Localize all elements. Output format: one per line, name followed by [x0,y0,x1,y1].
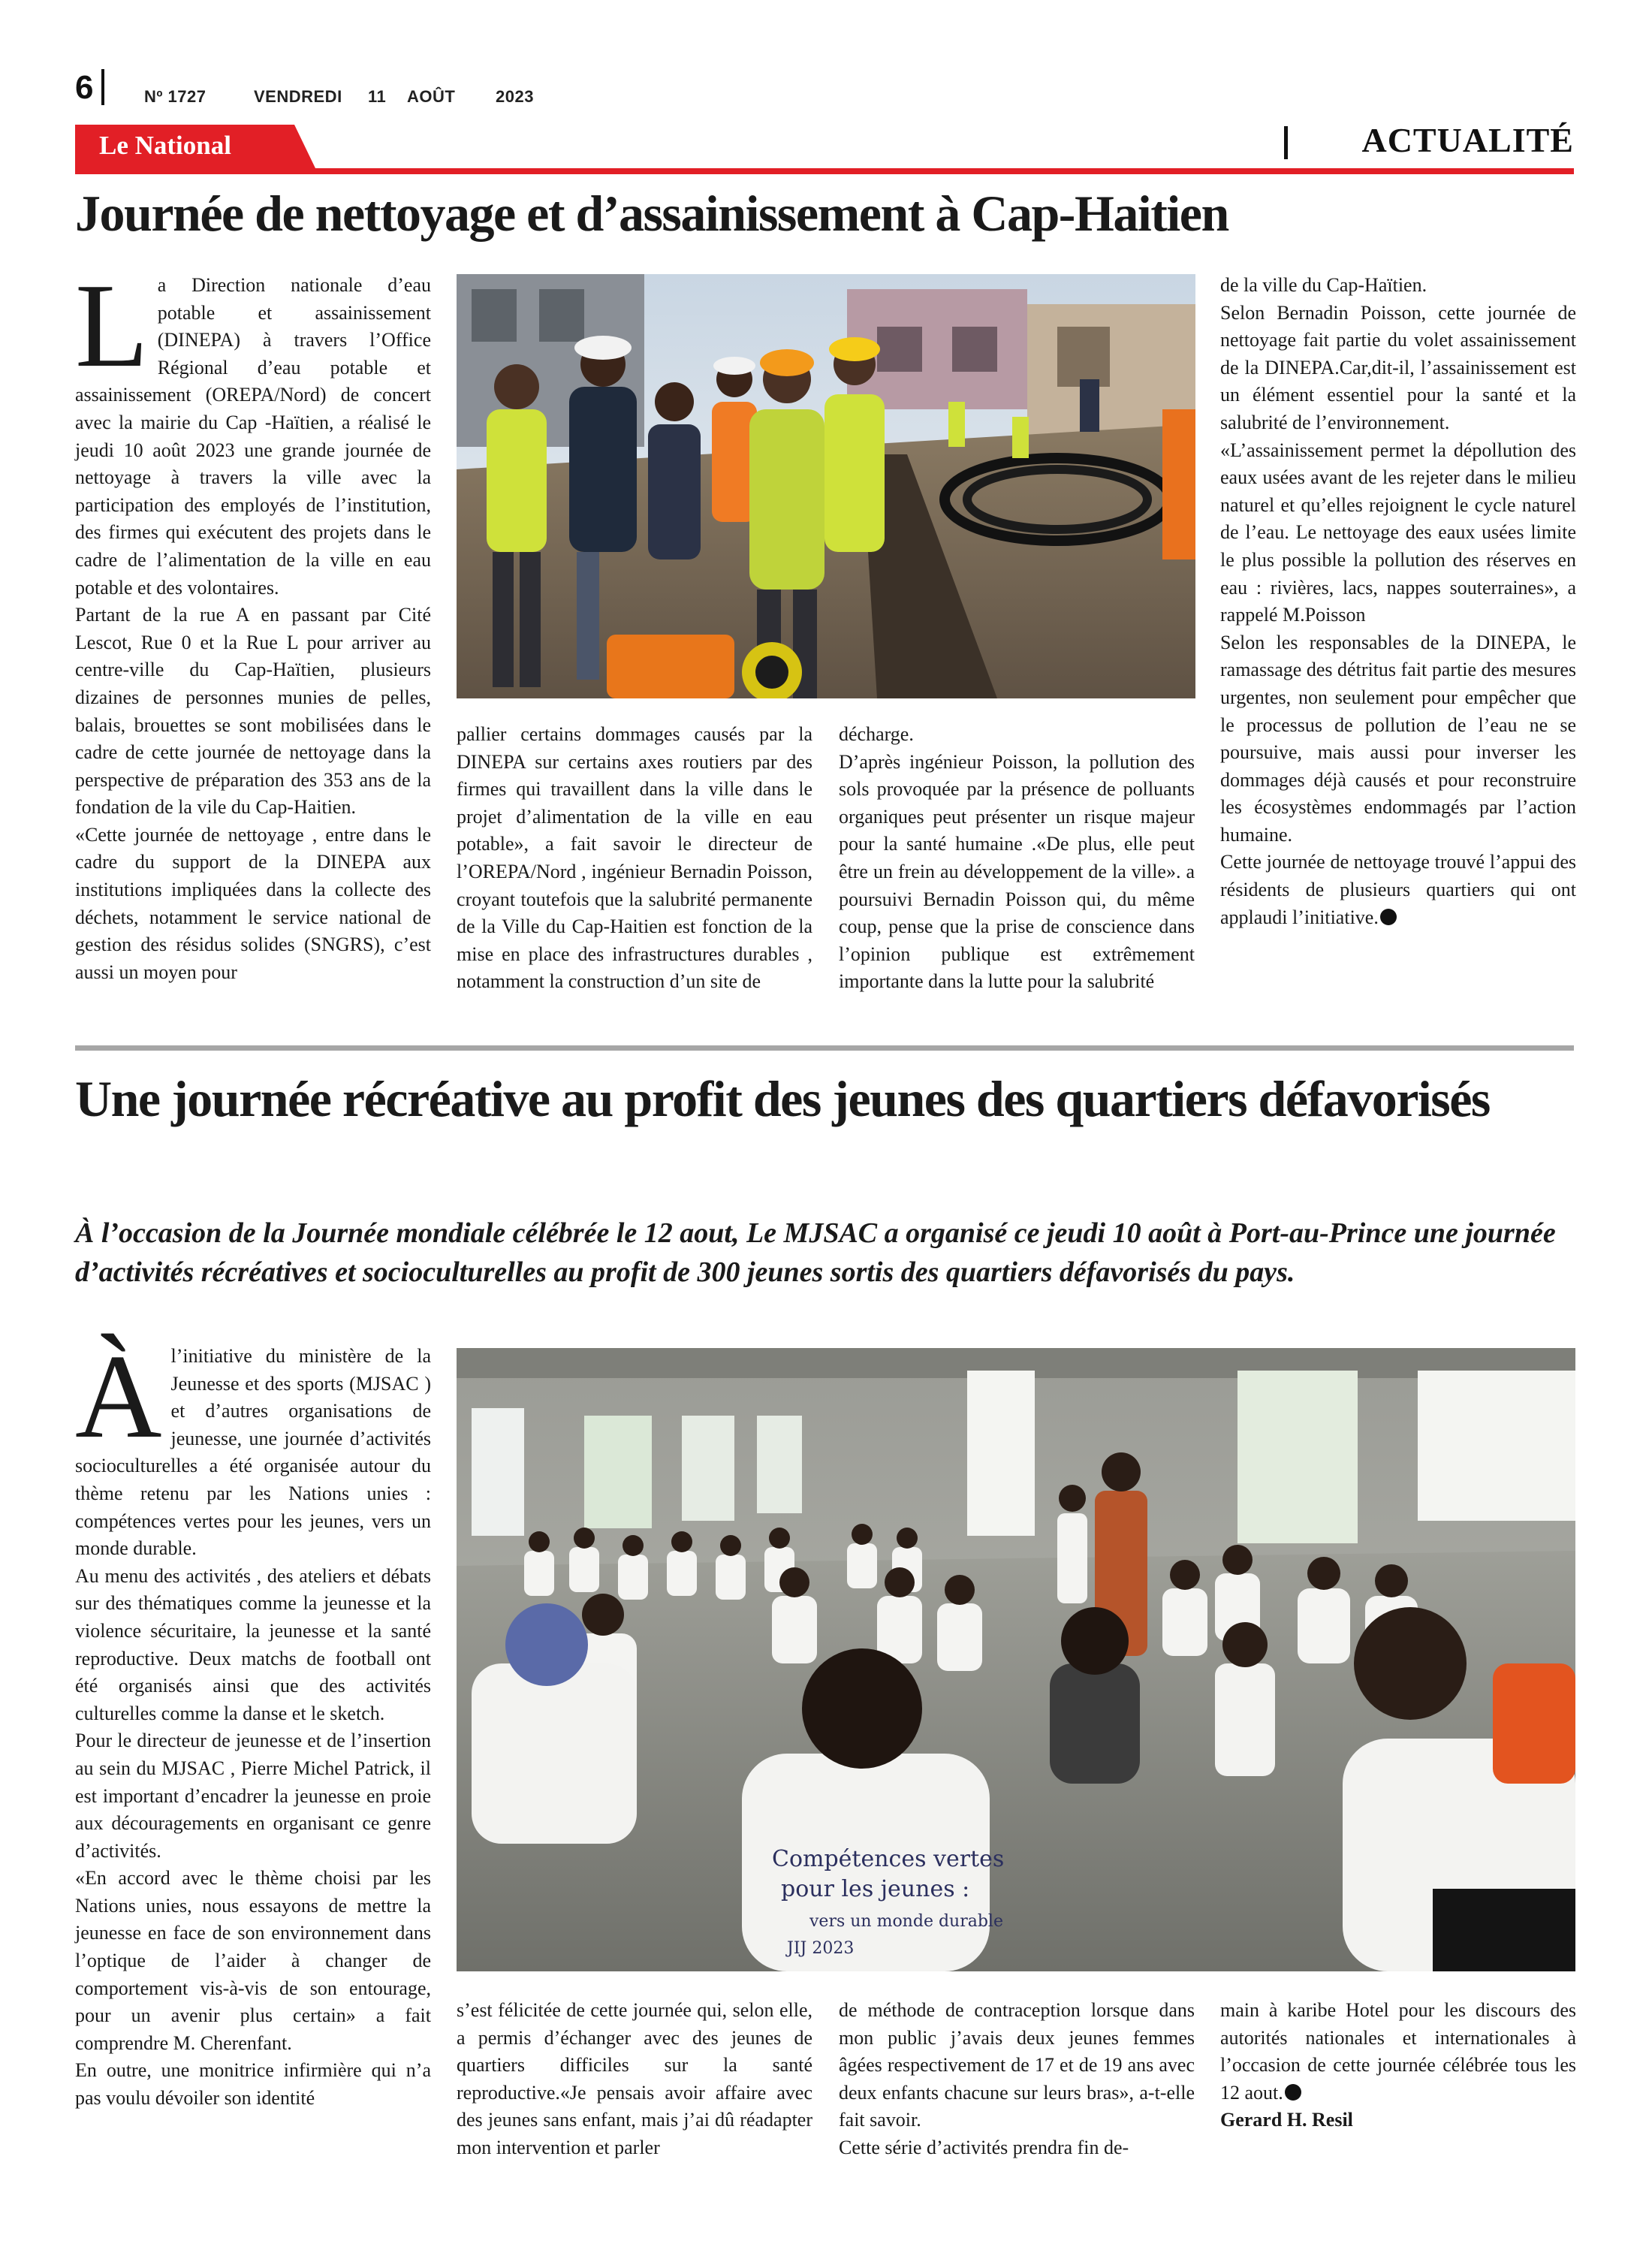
article2-paragraph: «En accord avec le thème choisi par les Nations unies, nous essayons de mettre la jeunesse en face de son environnement dans l’optique de l’aider à changer de comportement vis-à-vis de son entourage, pour un avenir plus certain» a fait comprendre M. Cherenfant. [75,1867,431,2054]
article2-paragraph: En outre, une monitrice infirmière qui n’a pas voulu dévoiler son identité [75,2059,431,2110]
issue-number: Nº 1727 [144,87,206,106]
issue-weekday: VENDREDI [254,87,342,106]
article1-paragraph: «L’assainissement permet la dépollution des eaux usées avant de les rejeter dans le milieu naturel et qu’elles rejoignent le cycle naturel de l’eau. Le nettoyage des eaux usées limite le plus possible la pollution des réserves en eau : rivières, lacs, nappes souterraines», a rappelé M.Poisson [1220,439,1576,626]
article1-closing-text: Cette journée de nettoyage trouvé l’appui des résidents de plusieurs quartiers qui ont applaudi l’initiative. [1220,851,1576,928]
article1-paragraph [1220,849,1576,931]
article2-column-4 [1220,1997,1576,2134]
author-signature: Gerard H. Resil [1220,2109,1353,2131]
article1-paragraph: Selon les responsables de la DINEPA, le ramassage des détritus fait partie des mesures urgentes, non seulement pour empêcher que le processus de pollution de l’eau ne se poursuive, mais aussi pour inverser les dommages déjà causés et pour reconstruire les écosystèmes endommagés par l’action humaine. [1220,631,1576,846]
article1-paragraph: décharge. [839,723,914,745]
article1-paragraph: de la ville du Cap-Haïtien. [1220,274,1427,296]
article2-paragraph: Cette série d’activités prendra fin de- [839,2136,1129,2158]
article2-deck: À l’occasion de la Journée mondiale célébrée le 12 aout, Le MJSAC a organisé ce jeudi 10 août à Port-au-Prince une journée d’activités récréatives et socioculturelles au profit de 300 jeunes sortis des quartiers défavorisés du pays. [75,1217,1556,1288]
tshirt-text: JIJ 2023 [787,1939,855,1958]
article2-column-3 [839,1997,1195,2162]
article1-paragraph: D’après ingénieur Poisson, la pollution des sols provoquée par la présence de polluants organiques peut présenter un risque majeur pour la santé humaine .«De plus, elle peut être un frein au développement de la ville». a poursuivi Bernadin Poisson qui, du même coup, pense que la prise de conscience dans l’opinion publique est extrêmement importante dans la lutte pour la salubrité [839,750,1195,993]
article2-paragraph [1220,1997,1576,2107]
article1-column-1 [75,258,431,986]
article2-paragraph: l’initiative du ministère de la Jeunesse et des sports (MJSAC ) et d’autres organisations de jeunesse, une journée d’activités socioculturelles a été organisée autour du thème retenu par les Nations unies : compétences vertes pour les jeunes, vers un monde durable. [75,1345,431,1560]
article1-column-4 [1220,272,1576,931]
issue-year: 2023 [496,87,534,106]
article1-column-2 [457,721,812,996]
article2-column-1 [75,1329,431,2113]
article1-column-3 [839,721,1195,996]
article2-headline: Une journée récréative au profit des jeunes des quartiers défavorisés [75,1070,1490,1127]
section-divider [1284,126,1288,159]
end-of-article-icon [1380,909,1397,925]
article2-photo [457,1348,1575,1971]
article2-paragraph: s’est félicitée de cette journée qui, selon elle, a permis d’échanger avec des jeunes de quartiers difficiles sur la santé reproductive.«Je pensais avoir affaire avec des jeunes sans enfant, mais j’ai dû réadapter mon intervention et parler [457,1999,812,2158]
article2-paragraph: Au menu des activités , des ateliers et débats sur des thématiques comme la jeunesse et la violence sécuritaire, la jeunesse et la santé reproductive. Deux matchs de football ont été organisés ainsi que des activités culturelles comme la danse et le sketch. [75,1564,431,1724]
article1-paragraph: Partant de la rue A en passant par Cité Lescot, Rue 0 et la Rue L pour arriver au centre-ville du Cap-Haïtien, plusieurs dizaines de personnes munies de pelles, balais, brouettes se sont mobilisées dans le cadre de cette journée de nettoyage dans la perspective de préparation des 353 ans de la fondation de la vile du Cap-Haitien. [75,604,431,819]
tshirt-text: pour les jeunes : [781,1876,970,1902]
article2-paragraph: de méthode de contraception lorsque dans mon public j’avais deux jeunes femmes âgées respectivement de 17 et de 19 ans avec deux enfants chacune sur leurs bras», a-t-elle fait savoir. [839,1999,1195,2131]
article1-paragraph: «Cette journée de nettoyage , entre dans le cadre du support de la DINEPA aux institutions impliquées dans la collecte des déchets, notamment le service national de gestion des résidus solides (SNGRS), c’est aussi un moyen pour [75,823,431,983]
end-of-article-icon [1285,2084,1301,2101]
issue-month: AOÛT [407,87,456,106]
tshirt-text: Compétences vertes [772,1846,1005,1872]
cleanup-crew-photo [457,274,1195,698]
page-number-divider [101,69,104,105]
article2-paragraph: Pour le directeur de jeunesse et de l’insertion au sein du MJSAC , Pierre Michel Patrick, il est important d’encadrer la jeunesse en proie aux découragements en organisant ce genre d’activités. [75,1730,431,1862]
article1-headline: Journée de nettoyage et d’assainissement à Cap-Haitien [75,185,1228,242]
header-rule [75,168,1574,174]
issue-day: 11 [368,87,387,106]
article1-photo [457,274,1195,698]
article1-paragraph: Selon Bernadin Poisson, cette journée de nettoyage fait partie du volet assainissement de la DINEPA.Car,dit-il, l’assainissement est un élément essentiel pour la santé et la salubrité de l’environnement. [1220,301,1576,433]
article1-paragraph: a Direction nationale d’eau potable et assainissement (DINEPA) à travers l’Office Régional d’eau potable et assainissement (OREPA/Nord) de concert avec la mairie du Cap -Haïtien, a réalisé le jeudi 10 août 2023 une grande journée de nettoyage à travers la ville avec la participation des employés de l’institution, des firmes qui exécutent des projets dans le cadre de l’alimentation de la ville en eau potable et des volontaires. [75,274,431,599]
tshirt-text: vers un monde durable [809,1912,1003,1931]
section-title: ACTUALITÉ [1361,121,1574,159]
article1-paragraph: pallier certains dommages causés par la DINEPA sur certains axes routiers par des firmes qui travaillent dans la ville dans le projet d’alimentation de la ville en eau potable», a fait savoir le directeur de l’OREPA/Nord , ingénieur Bernadin Poisson, croyant toutefois que la salubrité permanente de la Ville du Cap-Haitien est fonction de la mise en place des infrastructures durables , notamment la construction d’un site de [457,723,812,993]
article-separator [75,1045,1574,1051]
brand-logo-text: Le National [99,131,231,160]
article1-dropcap: L [75,258,149,392]
article2-column-2 [457,1997,812,2162]
article2-closing-text: main à karibe Hotel pour les discours des autorités nationales et internationales à l’occasion de cette journée célébrée tous les 12 aout. [1220,1999,1576,2104]
article2-dropcap: À [75,1329,162,1463]
youth-gathering-photo [457,1348,1575,1971]
page-number: 6 [75,69,94,106]
